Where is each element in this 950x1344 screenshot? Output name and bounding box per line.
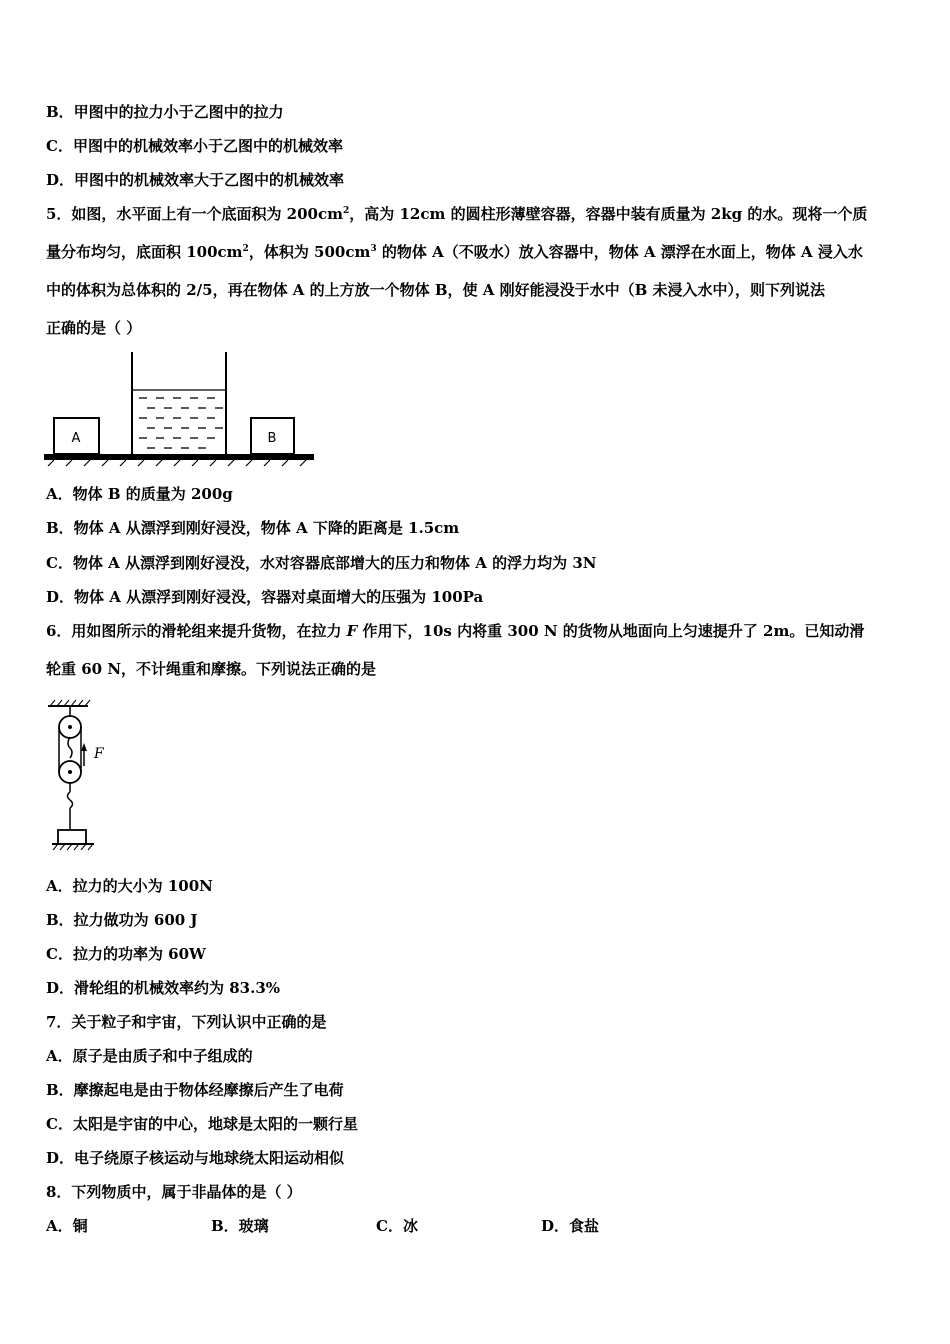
q8-stem: 8．下列物质中，属于非晶体的是（ ） (46, 1183, 302, 1201)
q8-option-c: C．冰 (376, 1217, 418, 1235)
q5-stem-line1: 5．如图，水平面上有一个底面积为 $200cm^2$，高为 12cm 的圆柱形薄壁容器，容器中装有质量为 2kg 的水。现将一个质 (46, 205, 868, 223)
q6-option-a: A．拉力的大小为 100N (46, 877, 213, 895)
q7-option-b: B．摩擦起电是由于物体经摩擦后产生了电荷 (46, 1081, 344, 1099)
block-a (54, 418, 99, 454)
q8-option-d: D．食盐 (541, 1217, 600, 1235)
q8-option-b: B．玻璃 (211, 1217, 269, 1235)
q6-stem-line1: 6．用如图所示的滑轮组来提升货物，在拉力 F 作用下，10s 内将重 300 N 的货物从地面向上匀速提升了 2m。已知动滑 (46, 622, 865, 640)
ground (52, 844, 94, 850)
q5-option-b: B．物体 A 从漂浮到刚好浸没，物体 A 下降的距离是 1.5cm (46, 519, 460, 537)
q7-option-c: C．太阳是宇宙的中心，地球是太阳的一颗行星 (46, 1115, 358, 1133)
fixed-pulley (59, 716, 81, 738)
q7-option-d: D．电子绕原子核运动与地球绕太阳运动相似 (46, 1149, 345, 1167)
q5-container-figure (44, 350, 316, 470)
q5-stem-line2: 量分布均匀，底面积 $100cm^2$，体积为 $500cm^3$ 的物体 A（不吸水）放入容器中，物体 A 漂浮在水面上，物体 A 浸入水 (46, 243, 863, 261)
block-b-label: B (267, 431, 277, 446)
q5-stem-line4: 正确的是（ ） (46, 319, 142, 337)
movable-pulley (59, 761, 81, 783)
water-container (132, 352, 226, 454)
q6-stem-line2: 轮重 60 N，不计绳重和摩擦。下列说法正确的是 (46, 660, 377, 678)
water-dashes (139, 398, 223, 448)
ceiling-support (48, 700, 90, 716)
q7-option-a: A．原子是由质子和中子组成的 (46, 1047, 253, 1065)
q4-option-d: D．甲图中的机械效率大于乙图中的机械效率 (46, 171, 345, 189)
q5-option-c: C．物体 A 从漂浮到刚好浸没，水对容器底部增大的压力和物体 A 的浮力均为 3N (46, 554, 597, 572)
table-surface (44, 454, 314, 466)
block-b (251, 418, 294, 454)
q5-option-a: A．物体 B 的质量为 200g (46, 485, 233, 503)
force-arrow (81, 743, 105, 766)
q7-stem: 7．关于粒子和宇宙，下列认识中正确的是 (46, 1013, 327, 1031)
q6-pulley-figure (44, 696, 124, 852)
q6-option-d: D．滑轮组的机械效率约为 83.3% (46, 979, 281, 997)
q6-option-c: C．拉力的功率为 60W (46, 945, 206, 963)
q4-option-b: B．甲图中的拉力小于乙图中的拉力 (46, 103, 284, 121)
q5-stem-line3: 中的体积为总体积的 2/5，再在物体 A 的上方放一个物体 B，使 A 刚好能浸没于水中（B 未浸入水中），则下列说法 (46, 281, 826, 299)
block-a-label: A (71, 431, 81, 446)
q8-option-a: A．铜 (46, 1217, 88, 1235)
q5-option-d: D．物体 A 从漂浮到刚好浸没，容器对桌面增大的压强为 100Pa (46, 588, 484, 606)
q4-option-c: C．甲图中的机械效率小于乙图中的机械效率 (46, 137, 343, 155)
cargo-block (58, 830, 86, 844)
force-label: F (94, 746, 104, 762)
q6-option-b: B．拉力做功为 600 J (46, 911, 198, 929)
